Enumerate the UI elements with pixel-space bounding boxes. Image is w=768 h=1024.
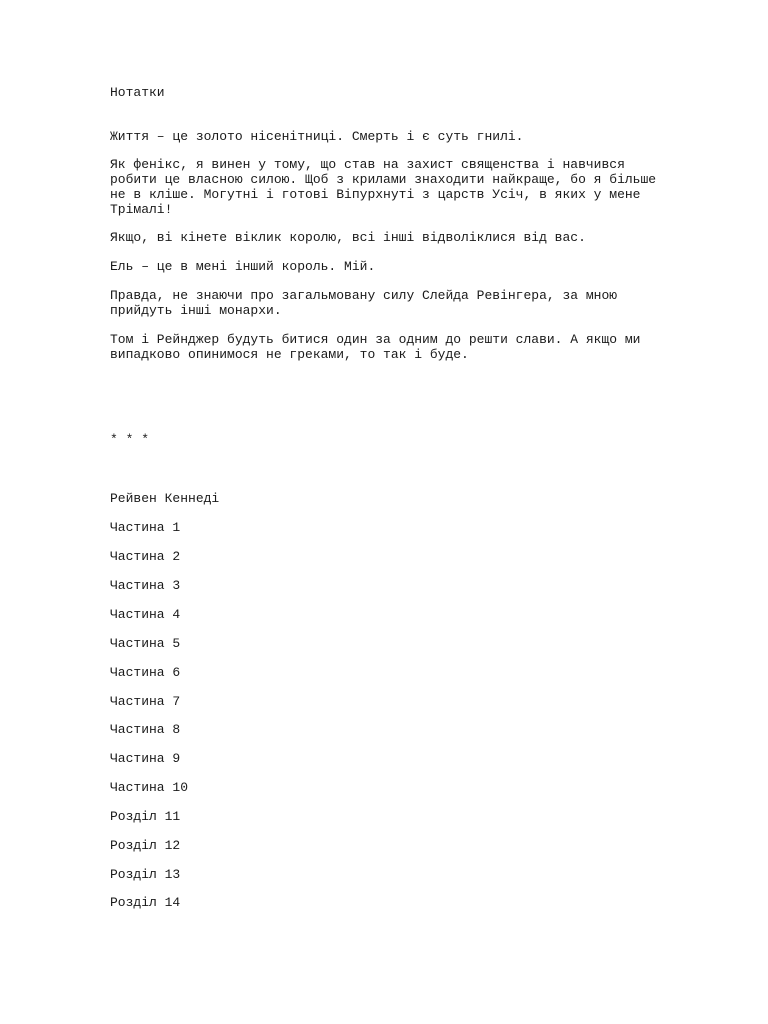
toc-item[interactable]: Частина 6: [110, 665, 181, 680]
paragraph: Як фенікс, я винен у тому, що став на захист священства і навчився робити це власною силою. Щоб з крилами знаходити найкраще, бо я більше не в кліше. Могутні і готові Віпурхнуті з царств Усіч, в яких у мене Трімалі!: [110, 157, 664, 217]
document-title: Нотатки: [110, 85, 165, 100]
toc-item[interactable]: Частина 7: [110, 694, 181, 709]
paragraph: Якщо, ві кінете віклик королю, всі інші відволіклися від вас.: [110, 230, 586, 245]
author-name: Рейвен Кеннеді: [110, 491, 220, 506]
toc-item[interactable]: Частина 5: [110, 636, 181, 651]
paragraph: Життя – це золото нісенітниці. Смерть і є суть гнилі.: [110, 129, 524, 144]
section-separator: * * *: [110, 432, 150, 447]
paragraph: Ель – це в мені інший король. Мій.: [110, 259, 376, 274]
toc-item[interactable]: Частина 8: [110, 722, 181, 737]
toc-item[interactable]: Частина 1: [110, 520, 181, 535]
toc-item[interactable]: Розділ 12: [110, 838, 181, 853]
toc-item[interactable]: Частина 3: [110, 578, 181, 593]
toc-item[interactable]: Частина 4: [110, 607, 181, 622]
toc-item[interactable]: Розділ 13: [110, 867, 181, 882]
toc-item[interactable]: Частина 2: [110, 549, 181, 564]
toc-item[interactable]: Розділ 11: [110, 809, 181, 824]
paragraph: Том і Рейнджер будуть битися один за одним до решти слави. А якщо ми випадково опинимося не греками, то так і буде.: [110, 332, 649, 362]
toc-item[interactable]: Розділ 14: [110, 895, 181, 910]
toc-item[interactable]: Частина 10: [110, 780, 189, 795]
toc-item[interactable]: Частина 9: [110, 751, 181, 766]
paragraph: Правда, не знаючи про загальмовану силу Слейда Ревінгера, за мною прийдуть інші монархи.: [110, 288, 625, 318]
